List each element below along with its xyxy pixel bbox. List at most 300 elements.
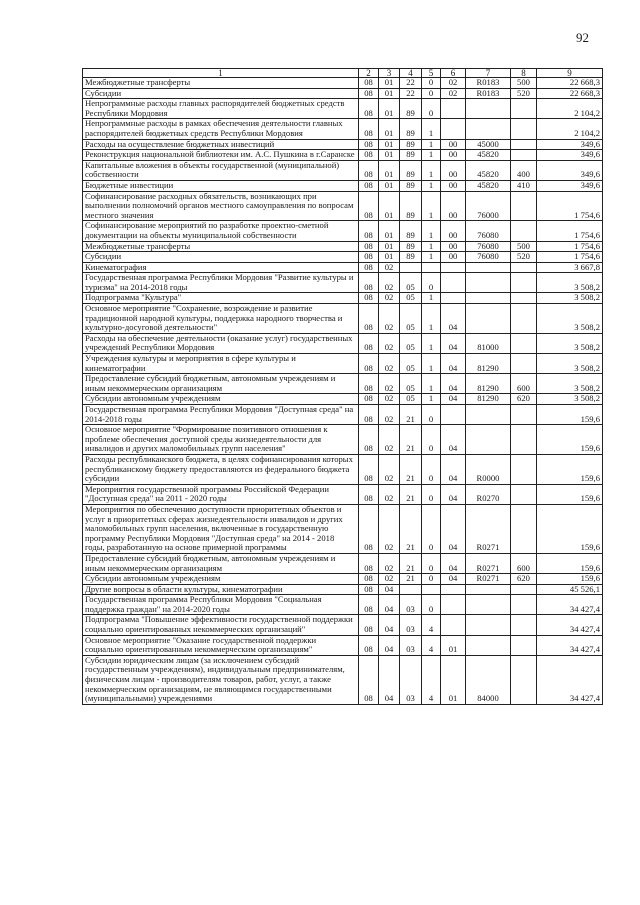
table-row (83, 484, 603, 504)
code-cell: 04 (379, 584, 400, 595)
code-cell: 89 (400, 252, 422, 263)
code-cell (511, 262, 537, 273)
code-cell (466, 262, 511, 273)
table-row (83, 374, 603, 394)
code-cell: 45820 (466, 150, 511, 161)
code-cell (441, 584, 466, 595)
amount-cell: 1 754,6 (537, 191, 603, 221)
table-row (83, 595, 603, 615)
code-cell: 02 (379, 504, 400, 553)
code-cell (511, 273, 537, 293)
code-cell (511, 635, 537, 655)
code-cell (511, 425, 537, 455)
code-cell: 0 (422, 405, 441, 425)
code-cell: 08 (359, 99, 379, 119)
code-cell: 01 (379, 88, 400, 99)
amount-cell: 159,6 (537, 553, 603, 573)
code-cell: 04 (441, 304, 466, 334)
code-cell (466, 273, 511, 293)
code-cell: 0 (422, 595, 441, 615)
code-cell: 21 (400, 405, 422, 425)
row-name-cell: Субсидии юридическим лицам (за исключением субсидий государственным учреждениям), индивидуальным предпринимателям, физическим лицам - производителям товаров, работ, услуг, а также некоммерческим организациям, не являющимся государственными (муниципальными) учреждениями (83, 655, 359, 704)
code-cell: 89 (400, 221, 422, 241)
code-cell (441, 405, 466, 425)
code-cell: R0000 (466, 454, 511, 484)
column-header-3: 3 (379, 69, 400, 78)
amount-cell: 349,6 (537, 160, 603, 180)
code-cell: 600 (511, 553, 537, 573)
code-cell: 04 (441, 574, 466, 585)
code-cell: 05 (400, 374, 422, 394)
code-cell: 08 (359, 333, 379, 353)
column-header-5: 5 (422, 69, 441, 78)
code-cell: 08 (359, 191, 379, 221)
amount-cell: 3 508,2 (537, 333, 603, 353)
row-name-cell: Субсидии автономным учреждениям (83, 394, 359, 405)
code-cell: 04 (441, 454, 466, 484)
code-cell (441, 99, 466, 119)
code-cell: 04 (441, 394, 466, 405)
table-row (83, 454, 603, 484)
code-cell (511, 99, 537, 119)
code-cell: 02 (441, 88, 466, 99)
row-name-cell: Подпрограмма "Повышение эффективности государственной поддержки социально ориентированных некоммерческих организаций" (83, 615, 359, 635)
code-cell: 01 (441, 635, 466, 655)
code-cell: 1 (422, 293, 441, 304)
code-cell: 08 (359, 139, 379, 150)
column-header-2: 2 (359, 69, 379, 78)
code-cell: 01 (379, 139, 400, 150)
code-cell: R0183 (466, 88, 511, 99)
code-cell (441, 293, 466, 304)
code-cell: R0183 (466, 78, 511, 89)
code-cell: 05 (400, 304, 422, 334)
table-row (83, 354, 603, 374)
code-cell: 89 (400, 139, 422, 150)
code-cell: 05 (400, 293, 422, 304)
code-cell: 05 (400, 273, 422, 293)
code-cell: 89 (400, 191, 422, 221)
amount-cell: 3 508,2 (537, 273, 603, 293)
row-name-cell: Основное мероприятие "Сохранение, возрождение и развитие традиционной народной культуры, поддержка народного творчества и культурно-досуговой деятельности" (83, 304, 359, 334)
code-cell: 02 (379, 333, 400, 353)
row-name-cell: Капитальные вложения в объекты государственной (муниципальной) собственности (83, 160, 359, 180)
row-name-cell: Реконструкция национальной библиотеки им. А.С. Пушкина в г.Саранске (83, 150, 359, 161)
code-cell: 1 (422, 304, 441, 334)
row-name-cell: Государственная программа Республики Мордовия "Доступная среда" на 2014-2018 годы (83, 405, 359, 425)
code-cell: 22 (400, 78, 422, 89)
code-cell (511, 615, 537, 635)
code-cell: 1 (422, 394, 441, 405)
code-cell: 600 (511, 374, 537, 394)
code-cell: 45820 (466, 160, 511, 180)
code-cell: 01 (379, 252, 400, 263)
code-cell (466, 635, 511, 655)
code-cell: 08 (359, 88, 379, 99)
row-name-cell: Расходы на осуществление бюджетных инвестиций (83, 139, 359, 150)
code-cell: 0 (422, 273, 441, 293)
code-cell (466, 119, 511, 139)
code-cell: 05 (400, 333, 422, 353)
code-cell: 02 (379, 354, 400, 374)
table-row (83, 88, 603, 99)
row-name-cell: Субсидии (83, 252, 359, 263)
amount-cell: 3 667,8 (537, 262, 603, 273)
amount-cell: 1 754,6 (537, 241, 603, 252)
code-cell: 00 (441, 252, 466, 263)
amount-cell: 349,6 (537, 150, 603, 161)
code-cell: 08 (359, 119, 379, 139)
row-name-cell: Основное мероприятие "Оказание государственной поддержки социально ориентированным некоммерческим организациям" (83, 635, 359, 655)
amount-cell: 349,6 (537, 180, 603, 191)
code-cell: 1 (422, 191, 441, 221)
code-cell: 08 (359, 635, 379, 655)
code-cell: 81290 (466, 394, 511, 405)
code-cell: 03 (400, 635, 422, 655)
code-cell: 02 (379, 394, 400, 405)
code-cell: 21 (400, 504, 422, 553)
code-cell: 45820 (466, 180, 511, 191)
code-cell: 1 (422, 119, 441, 139)
code-cell: 05 (400, 394, 422, 405)
amount-cell: 22 668,3 (537, 88, 603, 99)
table-row (83, 293, 603, 304)
table-row (83, 139, 603, 150)
code-cell: 410 (511, 180, 537, 191)
code-cell: 08 (359, 553, 379, 573)
code-cell: 21 (400, 553, 422, 573)
table-row (83, 425, 603, 455)
code-cell: 01 (379, 191, 400, 221)
code-cell (511, 293, 537, 304)
row-name-cell: Подпрограмма "Культура" (83, 293, 359, 304)
code-cell: 0 (422, 78, 441, 89)
row-name-cell: Непрограммные расходы в рамках обеспечения деятельности главных распорядителей бюджетных средств Республики Мордовия (83, 119, 359, 139)
code-cell (400, 262, 422, 273)
code-cell: 1 (422, 354, 441, 374)
code-cell (511, 655, 537, 704)
code-cell: 00 (441, 160, 466, 180)
table-row (83, 304, 603, 334)
code-cell: R0270 (466, 484, 511, 504)
code-cell: 02 (379, 304, 400, 334)
code-cell: 08 (359, 221, 379, 241)
code-cell (466, 304, 511, 334)
code-cell: 520 (511, 88, 537, 99)
code-cell: 03 (400, 655, 422, 704)
code-cell: 08 (359, 615, 379, 635)
code-cell: 02 (379, 574, 400, 585)
code-cell: 00 (441, 191, 466, 221)
code-cell: 520 (511, 252, 537, 263)
code-cell (511, 484, 537, 504)
code-cell: 21 (400, 484, 422, 504)
code-cell: 04 (441, 354, 466, 374)
code-cell: 0 (422, 99, 441, 119)
code-cell (466, 99, 511, 119)
code-cell: 08 (359, 454, 379, 484)
code-cell: 08 (359, 241, 379, 252)
code-cell: 81290 (466, 354, 511, 374)
column-header-7: 7 (466, 69, 511, 78)
row-name-cell: Субсидии (83, 88, 359, 99)
code-cell: 04 (379, 595, 400, 615)
code-cell: 00 (441, 221, 466, 241)
column-header-1: 1 (83, 69, 359, 78)
code-cell: 89 (400, 99, 422, 119)
code-cell: 02 (379, 425, 400, 455)
code-cell: 1 (422, 374, 441, 394)
row-name-cell: Софинансирование расходных обязательств, возникающих при выполнении полномочий органов местного самоуправления по вопросам местного значения (83, 191, 359, 221)
table-row (83, 584, 603, 595)
code-cell: 0 (422, 484, 441, 504)
code-cell (441, 615, 466, 635)
code-cell: 620 (511, 574, 537, 585)
code-cell (466, 293, 511, 304)
amount-cell: 3 508,2 (537, 293, 603, 304)
code-cell: 1 (422, 241, 441, 252)
row-name-cell: Государственная программа Республики Мордовия "Социальная поддержка граждан" на 2014-2020 годы (83, 595, 359, 615)
code-cell: 00 (441, 150, 466, 161)
row-name-cell: Предоставление субсидий бюджетным, автономным учреждениям и иным некоммерческим организациям (83, 553, 359, 573)
code-cell: 01 (379, 160, 400, 180)
code-cell: 08 (359, 584, 379, 595)
code-cell: 89 (400, 180, 422, 191)
code-cell: 01 (379, 150, 400, 161)
table-row (83, 504, 603, 553)
row-name-cell: Межбюджетные трансферты (83, 78, 359, 89)
column-header-9: 9 (537, 69, 603, 78)
code-cell: 04 (441, 504, 466, 553)
code-cell: 05 (400, 354, 422, 374)
row-name-cell: Непрограммные расходы главных распорядителей бюджетных средств Республики Мордовия (83, 99, 359, 119)
code-cell (466, 405, 511, 425)
code-cell: 08 (359, 595, 379, 615)
row-name-cell: Кинематография (83, 262, 359, 273)
table-row (83, 405, 603, 425)
code-cell: 02 (379, 262, 400, 273)
column-header-4: 4 (400, 69, 422, 78)
code-cell: 08 (359, 252, 379, 263)
code-cell: 02 (379, 293, 400, 304)
amount-cell: 3 508,2 (537, 374, 603, 394)
budget-table (82, 68, 603, 705)
code-cell: R0271 (466, 553, 511, 573)
table-row (83, 241, 603, 252)
code-cell (441, 262, 466, 273)
code-cell: 08 (359, 574, 379, 585)
code-cell: 02 (441, 78, 466, 89)
code-cell (511, 139, 537, 150)
table-row (83, 635, 603, 655)
row-name-cell: Учреждения культуры и мероприятия в сфере культуры и кинематографии (83, 354, 359, 374)
table-row (83, 553, 603, 573)
code-cell: 01 (441, 655, 466, 704)
code-cell: 22 (400, 88, 422, 99)
code-cell (511, 504, 537, 553)
code-cell: 1 (422, 150, 441, 161)
code-cell: 04 (441, 553, 466, 573)
code-cell: 02 (379, 273, 400, 293)
table-body (83, 78, 603, 705)
code-cell: 45000 (466, 139, 511, 150)
amount-cell: 159,6 (537, 425, 603, 455)
code-cell: 02 (379, 454, 400, 484)
amount-cell: 159,6 (537, 574, 603, 585)
code-cell (466, 584, 511, 595)
code-cell: 1 (422, 333, 441, 353)
code-cell (511, 595, 537, 615)
row-name-cell: Предоставление субсидий бюджетным, автономным учреждениям и иным некоммерческим организациям (83, 374, 359, 394)
code-cell: 4 (422, 655, 441, 704)
table-row (83, 615, 603, 635)
code-cell: 0 (422, 88, 441, 99)
code-cell (511, 333, 537, 353)
page-number: 92 (576, 30, 589, 45)
amount-cell: 3 508,2 (537, 304, 603, 334)
code-cell: 08 (359, 394, 379, 405)
code-cell: 02 (379, 374, 400, 394)
code-cell: 500 (511, 241, 537, 252)
code-cell (511, 150, 537, 161)
code-cell: 01 (379, 180, 400, 191)
code-cell: 84000 (466, 655, 511, 704)
code-cell: 76080 (466, 221, 511, 241)
code-cell: 76080 (466, 241, 511, 252)
code-cell: 03 (400, 615, 422, 635)
row-name-cell: Софинансирование мероприятий по разработке проектно-сметной документации на объекты муниципальной собственности (83, 221, 359, 241)
code-cell: 01 (379, 221, 400, 241)
row-name-cell: Субсидии автономным учреждениям (83, 574, 359, 585)
code-cell: 08 (359, 374, 379, 394)
amount-cell: 34 427,4 (537, 615, 603, 635)
code-cell: 08 (359, 655, 379, 704)
amount-cell: 34 427,4 (537, 595, 603, 615)
amount-cell: 159,6 (537, 484, 603, 504)
amount-cell: 1 754,6 (537, 252, 603, 263)
code-cell (400, 584, 422, 595)
code-cell: 1 (422, 252, 441, 263)
code-cell: 01 (379, 78, 400, 89)
code-cell: 0 (422, 454, 441, 484)
code-cell: 4 (422, 635, 441, 655)
code-cell: R0271 (466, 504, 511, 553)
row-name-cell: Расходы на обеспечение деятельности (оказание услуг) государственных учреждений Республики Мордовия (83, 333, 359, 353)
code-cell (511, 191, 537, 221)
code-cell (511, 304, 537, 334)
code-cell: 01 (379, 241, 400, 252)
amount-cell: 3 508,2 (537, 394, 603, 405)
row-name-cell: Расходы республиканского бюджета, в целях софинансирования которых республиканскому бюджету предоставляются из федерального бюджета субсидии (83, 454, 359, 484)
amount-cell: 45 526,1 (537, 584, 603, 595)
code-cell (511, 454, 537, 484)
code-cell (511, 119, 537, 139)
code-cell: 08 (359, 293, 379, 304)
code-cell (466, 615, 511, 635)
table-row (83, 252, 603, 263)
amount-cell: 349,6 (537, 139, 603, 150)
code-cell (422, 262, 441, 273)
amount-cell: 22 668,3 (537, 78, 603, 89)
code-cell: 08 (359, 484, 379, 504)
code-cell: 620 (511, 394, 537, 405)
code-cell: 00 (441, 241, 466, 252)
code-cell: 01 (379, 119, 400, 139)
table-row (83, 262, 603, 273)
code-cell (511, 584, 537, 595)
code-cell (511, 405, 537, 425)
code-cell: 08 (359, 425, 379, 455)
row-name-cell: Государственная программа Республики Мордовия "Развитие культуры и туризма" на 2014-2018 годы (83, 273, 359, 293)
code-cell: 04 (379, 655, 400, 704)
code-cell: 08 (359, 180, 379, 191)
code-cell: 04 (441, 484, 466, 504)
code-cell (511, 354, 537, 374)
table-row (83, 655, 603, 704)
code-cell: 01 (379, 99, 400, 119)
row-name-cell: Мероприятия по обеспечению доступности приоритетных объектов и услуг в приоритетных сферах жизнедеятельности инвалидов и других маломобильных групп населения, включенные в государственную программу Республики Мордовия "Доступная среда" на 2014 - 2018 годы, разработанную на основе примерной программы (83, 504, 359, 553)
code-cell: 02 (379, 553, 400, 573)
code-cell (441, 119, 466, 139)
code-cell: 1 (422, 139, 441, 150)
amount-cell: 159,6 (537, 454, 603, 484)
table-row (83, 150, 603, 161)
code-cell: 08 (359, 150, 379, 161)
table-row (83, 180, 603, 191)
code-cell (441, 273, 466, 293)
column-header-8: 8 (511, 69, 537, 78)
code-cell: 03 (400, 595, 422, 615)
code-cell: 00 (441, 180, 466, 191)
code-cell (511, 221, 537, 241)
table-row (83, 574, 603, 585)
code-cell: 08 (359, 405, 379, 425)
amount-cell: 159,6 (537, 405, 603, 425)
code-cell: 89 (400, 150, 422, 161)
amount-cell: 159,6 (537, 504, 603, 553)
code-cell: 1 (422, 221, 441, 241)
code-cell (466, 595, 511, 615)
code-cell: 1 (422, 160, 441, 180)
table-row (83, 119, 603, 139)
code-cell: 1 (422, 180, 441, 191)
table-row (83, 273, 603, 293)
table-row (83, 191, 603, 221)
code-cell: 76000 (466, 191, 511, 221)
row-name-cell: Мероприятия государственной программы Российской Федерации "Доступная среда" на 2011 - 2020 годы (83, 484, 359, 504)
code-cell: 04 (379, 615, 400, 635)
code-cell: 81000 (466, 333, 511, 353)
code-cell: 400 (511, 160, 537, 180)
table-row (83, 394, 603, 405)
row-name-cell: Основное мероприятие "Формирование позитивного отношения к проблеме обеспечения доступной среды жизнедеятельности для инвалидов и других маломобильных групп населения" (83, 425, 359, 455)
code-cell: 08 (359, 78, 379, 89)
amount-cell: 34 427,4 (537, 655, 603, 704)
code-cell (441, 595, 466, 615)
amount-cell: 1 754,6 (537, 221, 603, 241)
code-cell: 04 (441, 333, 466, 353)
table-row (83, 78, 603, 89)
code-cell: 02 (379, 405, 400, 425)
code-cell: 08 (359, 262, 379, 273)
table-row (83, 99, 603, 119)
row-name-cell: Другие вопросы в области культуры, кинематографии (83, 584, 359, 595)
code-cell: 76080 (466, 252, 511, 263)
amount-cell: 3 508,2 (537, 354, 603, 374)
code-cell: 0 (422, 574, 441, 585)
code-cell: 4 (422, 615, 441, 635)
code-cell: 00 (441, 139, 466, 150)
